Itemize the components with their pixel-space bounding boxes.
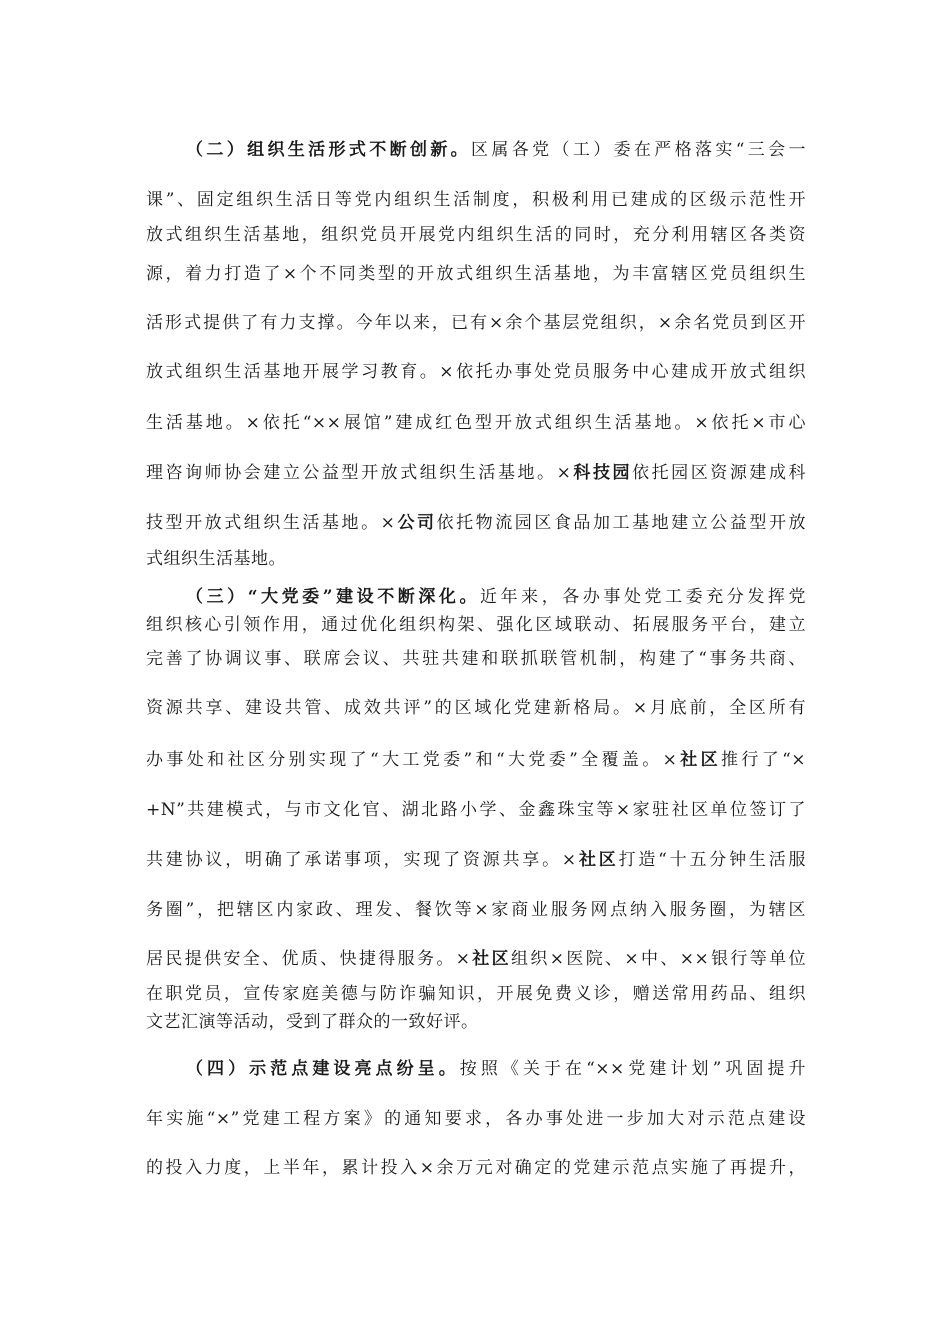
section2-line-7: 生活基地。×依托“××展馆”建成红色型开放式组织生活基地。×依托×市心: [146, 413, 806, 433]
section2-line-4: 源，着力打造了×个不同类型的开放式组织生活基地，为丰富辖区党员组织生: [146, 264, 806, 284]
section3-heading: （三）“大党委”建设不断深化。: [186, 587, 481, 607]
section2-heading: （二）组织生活形式不断创新。: [186, 140, 472, 160]
section3-line9-b: 组织×医院、×中、××银行等单位: [511, 949, 806, 969]
section4-line-2: 年实施“×”党建工程方案》的通知要求，各办事处进一步加大对示范点建设: [146, 1109, 806, 1129]
section3-line9-a: 居民提供安全、优质、快捷得服务。×: [146, 949, 471, 969]
section2-line-2: 课”、固定组织生活日等党内组织生活制度，积极利用已建成的区级示范性开: [146, 190, 806, 210]
section2-line-3: 放式组织生活基地，组织党员开展党内组织生活的同时，充分利用辖区各类资: [146, 225, 806, 245]
section3-line-3: 完善了协调议事、联席会议、共驻共建和联抓联管机制，构建了“事务共商、: [146, 649, 806, 669]
section3-line-8: 务圈”，把辖区内家政、理发、餐饮等×家商业服务网点纳入服务圈，为辖区: [146, 900, 806, 920]
section4-line1-text: 按照《关于在“××党建计划”巩固提升: [459, 1059, 806, 1079]
section2-line-6: 放式组织生活基地开展学习教育。×依托办事处党员服务中心建成开放式组织: [146, 362, 806, 382]
section2-line-10: 式组织生活基地。: [146, 549, 286, 569]
section3-line9-bold: 社区: [470, 949, 512, 969]
section4-line-1: [186, 1057, 806, 1081]
section3-line5-bold: 社区: [677, 750, 721, 770]
section3-line7-a: 共建协议，明确了承诺事项，实现了资源共享。×: [146, 850, 577, 870]
section3-line-4: 资源共享、建设共管、成效共评”的区域化党建新格局。×月底前，全区所有: [146, 698, 806, 718]
section3-line7-b: 打造“十五分钟生活服: [618, 850, 806, 870]
section3-line5-a: 办事处和社区分别实现了“大工党委”和“大党委”全覆盖。×: [146, 750, 678, 770]
section3-line-9: [146, 947, 806, 971]
section4-line-3: 的投入力度，上半年，累计投入×余万元对确定的党建示范点实施了再提升，: [146, 1158, 806, 1178]
section2-line8-bold: 科技园: [571, 463, 633, 483]
section3-line-10: 在职党员，宣传家庭美德与防诈骗知识，开展免费义诊，赠送常用药品、组织: [146, 984, 806, 1004]
section2-line-1: [186, 138, 806, 162]
section2-line8-a: 理咨询师协会建立公益型开放式组织生活基地。×: [146, 463, 572, 483]
section2-line1-text: 区属各党（工）委在严格落实“三会一: [471, 140, 806, 160]
section3-line1-text: 近年来，各办事处党工委充分发挥党: [480, 587, 806, 607]
section4-heading: （四）示范点建设亮点纷呈。: [186, 1059, 460, 1079]
section2-line9-b: 依托物流园区食品加工基地建立公益型开放: [436, 513, 806, 533]
section2-line-8: [146, 461, 806, 485]
section2-line8-b: 依托园区资源建成科: [632, 463, 806, 483]
section3-line-11: 文艺汇演等活动，受到了群众的一致好评。: [146, 1012, 479, 1032]
section2-line-5: 活形式提供了有力支撑。今年以来，已有×余个基层党组织，×余名党员到区开: [146, 313, 806, 333]
section3-line-7: [146, 848, 806, 872]
section3-line-1: [186, 585, 806, 609]
section3-line7-bold: 社区: [576, 850, 619, 870]
section2-line9-bold: 公司: [395, 513, 437, 533]
section3-line-6: +N”共建模式，与市文化官、湖北路小学、金鑫珠宝等×家驻社区单位签订了: [146, 800, 806, 820]
section2-line-9: [146, 511, 806, 535]
section3-line-2: 组织核心引领作用，通过优化组织构架、强化区域联动、拓展服务平台，建立: [146, 615, 806, 635]
section3-line5-b: 推行了“×: [720, 750, 806, 770]
section3-line-5: [146, 748, 806, 772]
section2-line9-a: 技型开放式组织生活基地。×: [146, 513, 396, 533]
